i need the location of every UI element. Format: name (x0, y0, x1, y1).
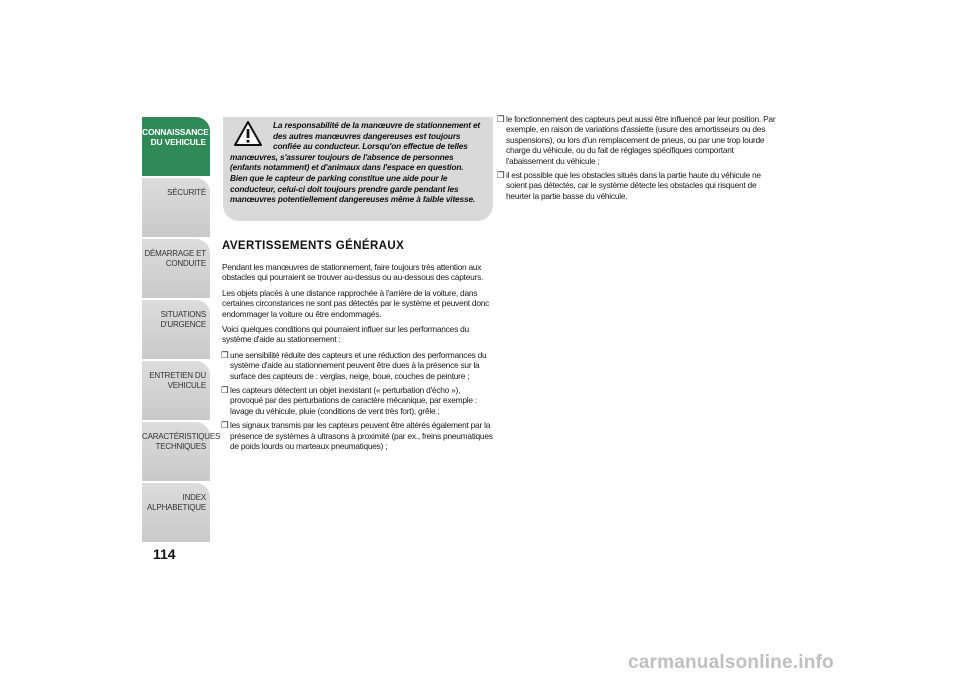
tab-label-line2: D'URGENCE (160, 320, 206, 329)
checkbox-bullet-icon: ❒ (497, 114, 505, 124)
warning-line: Bien que le capteur de parking constitue une aide pour le (230, 172, 448, 183)
tab-label-line1: CARACTÉRISTIQUES (142, 432, 221, 441)
paragraph: Pendant les manœuvres de stationnement, faire toujours très attention aux obstacles qui pourraient se trouver au-dessus ou au-dessous des capteurs. (222, 262, 484, 283)
tab-label-line1: SÉCURITÉ (167, 188, 206, 197)
warning-line: La responsabilité de la manœuvre de stationnement et (273, 120, 481, 130)
page-number: 114 (153, 546, 176, 562)
tab-label-line2: TECHNIQUES (155, 442, 206, 451)
list-item (222, 420, 494, 451)
chapter-sidebar (142, 117, 221, 544)
list-item-text: une sensibilité réduite des capteurs et une réduction des performances du système d'aide au stationnement peuvent être dues à la présence sur la surface des capteurs de : verglas, neige, boue, couches de peinture ; (230, 349, 487, 381)
tab-label-line1: INDEX (182, 493, 206, 502)
watermark: carmanualsonline.info (628, 652, 834, 673)
list-item-text: il est possible que les obstacles situés dans la partie haute du véhicule ne soient pas détectés, car le système détecte les obstacles qui risquent de heurter la partie basse du véhicule. (506, 170, 761, 201)
tab-demarrage-et-conduite[interactable] (142, 239, 210, 298)
warning-text (230, 120, 488, 205)
checkbox-bullet-icon: ❒ (497, 170, 505, 181)
tab-label-line1: CONNAISSANCE (142, 127, 209, 137)
tab-situations-d-urgence[interactable] (142, 300, 210, 359)
tab-index-alphabetique[interactable] (142, 483, 210, 542)
tab-entretien-du-vehicule[interactable] (142, 361, 210, 420)
tab-label-line1: DÉMARRAGE ET (144, 249, 206, 258)
tab-label-line1: SITUATIONS (160, 310, 206, 319)
checkbox-bullet-icon: ❒ (221, 420, 229, 431)
warning-line: manœuvres potentiellement dangereuses même à faible vitesse. (230, 194, 476, 205)
warning-box (223, 117, 493, 221)
tab-connaissance-du-vehicule[interactable] (142, 117, 210, 176)
tab-label-line1: ENTRETIEN DU (149, 371, 206, 380)
tab-label-line2: CONDUITE (165, 259, 206, 268)
list-item-text: les signaux transmis par les capteurs peuvent être altérés également par la présence de systèmes à ultrasons à proximité (par ex., freins pneumatiques de poids lourds ou marteaux pneumatiques) ; (230, 420, 493, 452)
left-column (222, 262, 494, 456)
warning-line: conducteur, celui-ci doit toujours prendre garde pendant les (230, 183, 459, 194)
list-item-text: les capteurs détectent un objet inexistant (« perturbation d'écho »), provoqué par des perturbations de caractère mécanique, par exemple : lavage du véhicule, pluie (conditions de vent très fort), grêle ; (230, 385, 477, 416)
checkbox-bullet-icon: ❒ (221, 385, 229, 396)
warning-line: manœuvres, s'assurer toujours de l'absence de personnes (230, 151, 454, 162)
tab-label-line2: VEHICULE (167, 381, 206, 390)
list-item (222, 385, 494, 416)
section-title: AVERTISSEMENTS GÉNÉRAUX (222, 240, 405, 252)
checkbox-bullet-icon: ❒ (221, 349, 229, 360)
list-item (498, 114, 780, 166)
warning-line: (enfants notamment) et d'animaux dans l'espace en question. (230, 162, 464, 173)
paragraph: Les objets placés à une distance rapprochée à l'arrière de la voiture, dans certaines circonstances ne sont pas détectés par le système et peuvent donc endommager la voiture ou être endommagés. (222, 287, 490, 319)
paragraph: Voici quelques conditions qui pourraient influer sur les performances du système d'aide au stationnement : (222, 324, 469, 345)
tab-caracteristiques-techniques[interactable] (142, 422, 221, 481)
list-item-text: le fonctionnement des capteurs peut aussi être influencé par leur position. Par exemple, en raison de variations d'assiette (usure des amortisseurs ou des suspensions), ou lors d'un remplacement de pneus, ou par une trop lourde charge du véhicule, ou du fait de réglages spécifiques comportant l'abaissement du véhicule ; (506, 114, 776, 166)
tab-label-line2: DU VEHICULE (150, 137, 206, 147)
right-column (498, 114, 780, 205)
tab-securite[interactable] (142, 178, 210, 237)
warning-line: des autres manœuvres dangereuses est toujours (273, 130, 461, 141)
list-item (498, 170, 780, 201)
list-item (222, 350, 494, 381)
warning-line: confiée au conducteur. Lorsqu'on effectue de telles (273, 141, 468, 152)
tab-label-line2: ALPHABETIQUE (147, 503, 206, 512)
